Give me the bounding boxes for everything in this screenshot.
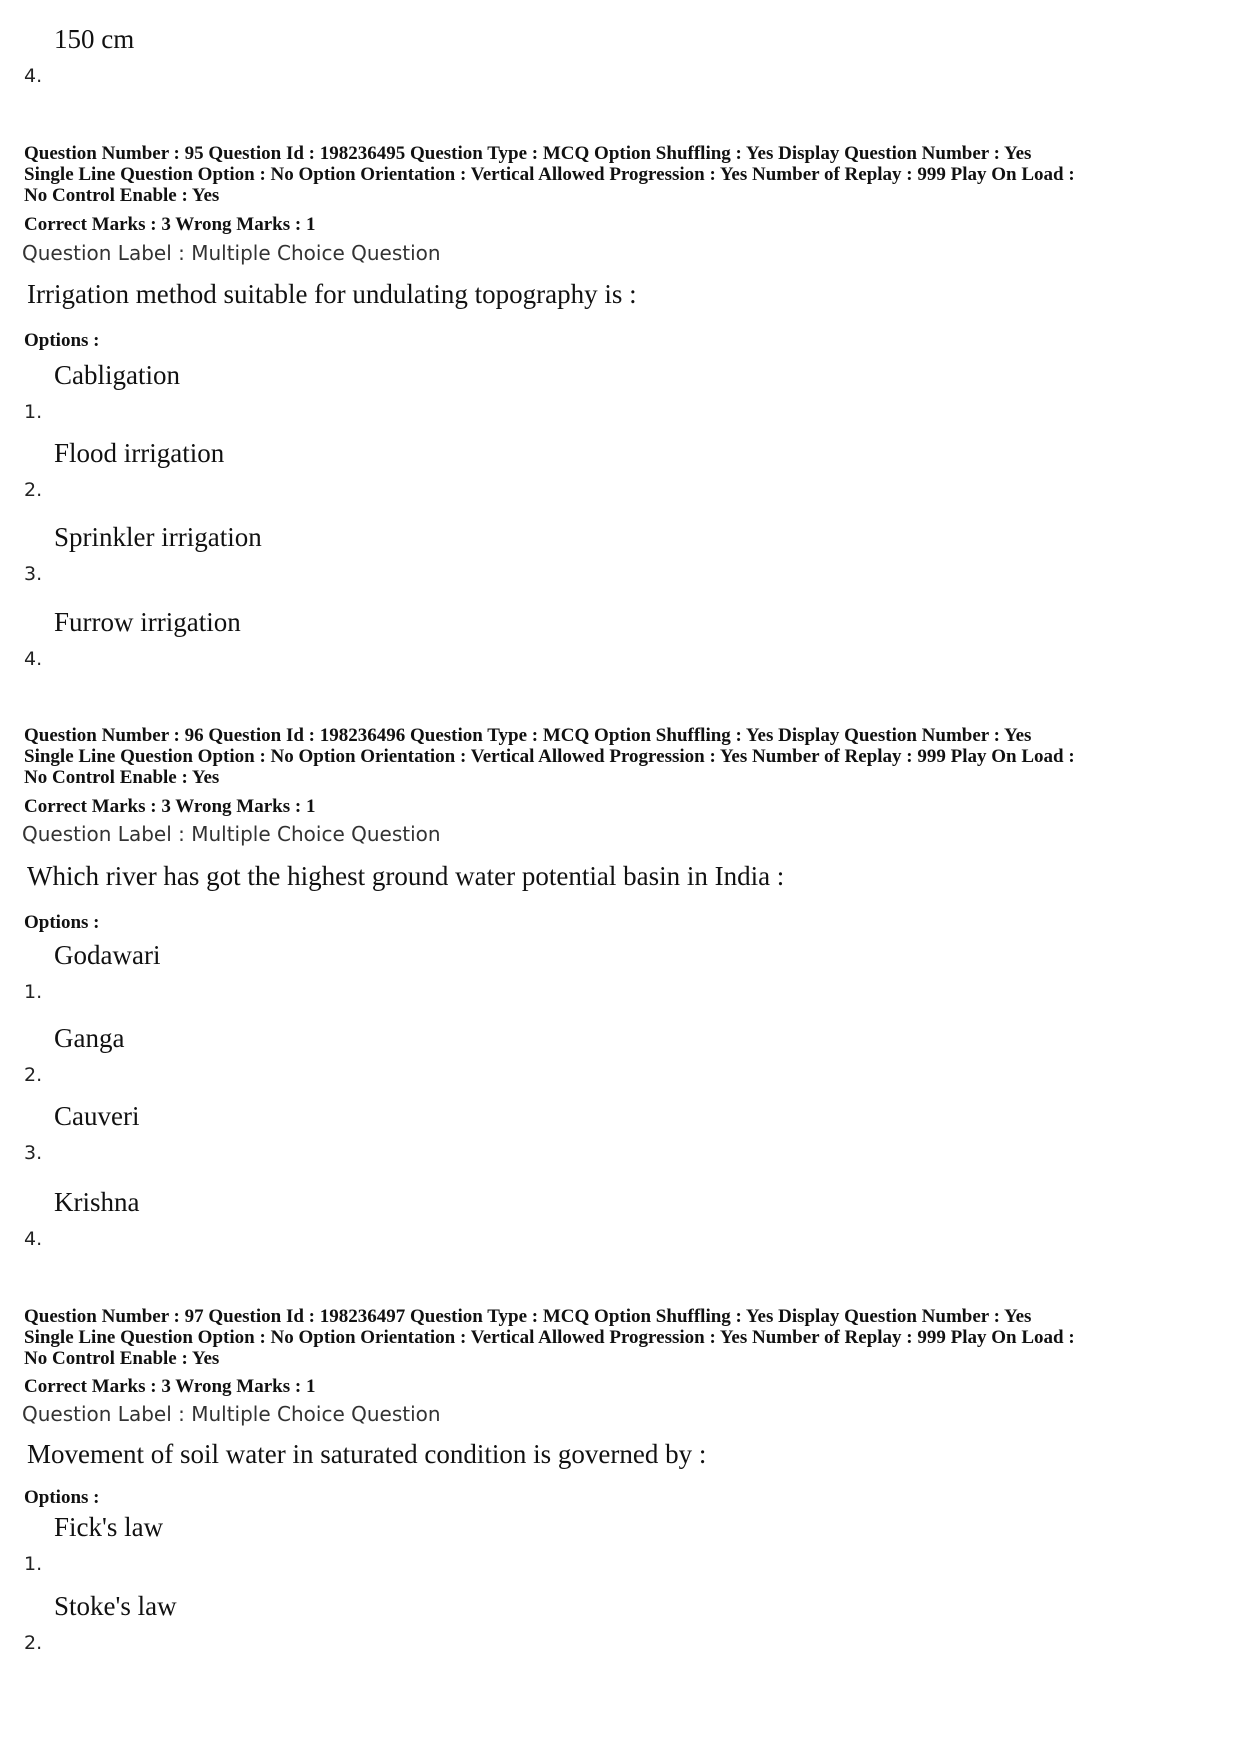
meta-line: Question Number : 95 Question Id : 198236495 Question Type : MCQ Option Shuffling : Yes Display Question Number : Yes [24, 143, 1032, 164]
options-label: Options : [24, 912, 100, 933]
option-number: 2. [24, 479, 43, 501]
question-marks: Correct Marks : 3 Wrong Marks : 1 [24, 1376, 316, 1397]
meta-line: Question Number : 97 Question Id : 198236497 Question Type : MCQ Option Shuffling : Yes Display Question Number : Yes [24, 1306, 1032, 1327]
meta-line: No Control Enable : Yes [24, 767, 220, 788]
option-text: Flood irrigation [54, 438, 225, 468]
question-marks: Correct Marks : 3 Wrong Marks : 1 [24, 796, 316, 817]
option-number: 2. [24, 1064, 43, 1086]
option-text: Krishna [54, 1187, 140, 1217]
question-text: Movement of soil water in saturated condition is governed by : [27, 1439, 707, 1469]
option-text: Furrow irrigation [54, 607, 241, 637]
meta-line: No Control Enable : Yes [24, 185, 220, 206]
question-label: Question Label : Multiple Choice Question [22, 241, 441, 265]
option-text: Sprinkler irrigation [54, 522, 262, 552]
options-label: Options : [24, 330, 100, 351]
meta-line: Single Line Question Option : No Option Orientation : Vertical Allowed Progression : Yes Number of Replay : 999 Play On Load : [24, 1327, 1075, 1348]
option-number: 3. [24, 1142, 43, 1164]
option-number: 4. [24, 65, 43, 87]
question-label: Question Label : Multiple Choice Question [22, 1402, 441, 1426]
option-text: Godawari [54, 940, 161, 970]
options-label: Options : [24, 1487, 100, 1508]
meta-line: Question Number : 96 Question Id : 198236496 Question Type : MCQ Option Shuffling : Yes Display Question Number : Yes [24, 725, 1032, 746]
question-text: Irrigation method suitable for undulating topography is : [27, 279, 637, 309]
question-meta [24, 725, 1220, 788]
option-number: 4. [24, 1228, 43, 1250]
option-text: 150 cm [54, 24, 135, 54]
question-text: Which river has got the highest ground water potential basin in India : [27, 861, 785, 891]
option-number: 1. [24, 1553, 43, 1575]
question-marks: Correct Marks : 3 Wrong Marks : 1 [24, 214, 316, 235]
meta-line: Single Line Question Option : No Option Orientation : Vertical Allowed Progression : Yes Number of Replay : 999 Play On Load : [24, 746, 1075, 767]
meta-line: Single Line Question Option : No Option Orientation : Vertical Allowed Progression : Yes Number of Replay : 999 Play On Load : [24, 164, 1075, 185]
question-label: Question Label : Multiple Choice Question [22, 822, 441, 846]
option-text: Stoke's law [54, 1591, 177, 1621]
option-number: 2. [24, 1632, 43, 1654]
option-text: Cauveri [54, 1101, 140, 1131]
option-number: 3. [24, 563, 43, 585]
question-meta [24, 143, 1220, 206]
option-number: 4. [24, 648, 43, 670]
option-number: 1. [24, 981, 43, 1003]
question-meta [24, 1306, 1220, 1369]
option-text: Fick's law [54, 1512, 164, 1542]
option-text: Ganga [54, 1023, 125, 1053]
meta-line: No Control Enable : Yes [24, 1348, 220, 1369]
option-number: 1. [24, 401, 43, 423]
option-text: Cabligation [54, 360, 180, 390]
